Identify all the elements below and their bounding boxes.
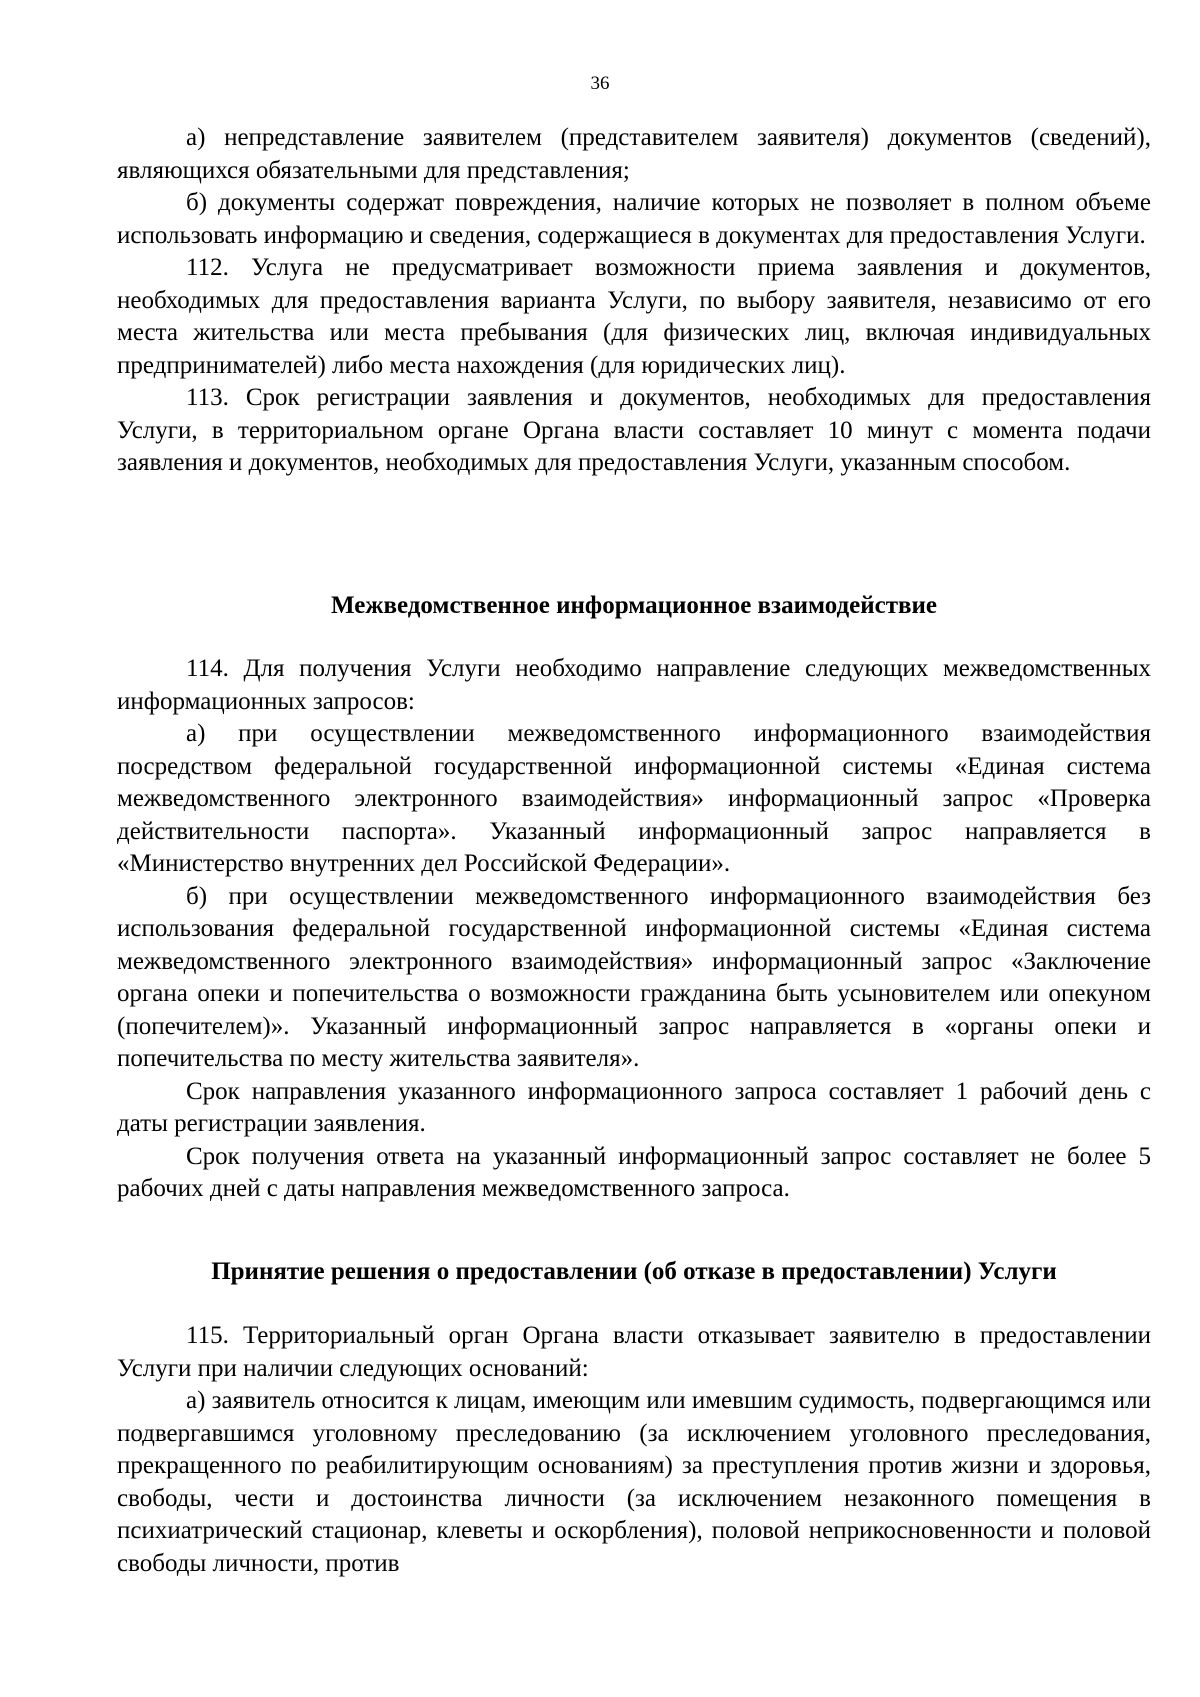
text-block-refusal-grounds: [117, 122, 1151, 480]
paragraph-item-a-criminal-record: а) заявитель относится к лицам, имеющим или имевшим судимость, подвергающимся или подвергавшимся уголовному преследованию (за исключением уголовного преследования, прекращенного по реабилитирующим основаниям) за преступления против жизни и здоровья, свободы, чести и достоинства личности (за исключением незаконного помещения в психиатрический стационар, клеветы и оскорбления), половой неприкосновенности и половой свободы личности, против: [117, 1387, 1151, 1577]
paragraph-response-deadline: Срок получения ответа на указанный информационный запрос составляет не более 5 рабочих дней с даты направления межведомственного запроса.: [117, 1142, 1151, 1202]
paragraph-item-b-damaged-documents: б) документы содержат повреждения, наличие которых не позволяет в полном объеме использовать информацию и сведения, содержащиеся в документах для предоставления Услуги.: [117, 189, 1151, 249]
text-block-decision: [117, 1320, 1151, 1580]
paragraph-114-requests: 114. Для получения Услуги необходимо направление следующих межведомственных информационных запросов:: [117, 655, 1151, 715]
text-block-interagency: [117, 653, 1151, 1206]
page-number: 36: [590, 73, 610, 94]
paragraph-112-extraterritorial: 112. Услуга не предусматривает возможности приема заявления и документов, необходимых для предоставления варианта Услуги, по выбору заявителя, независимо от его места жительства или места пребывания (для физических лиц, включая индивидуальных предпринимателей) либо места нахождения (для юридических лиц).: [117, 254, 1151, 379]
paragraph-item-a-missing-documents: а) непредставление заявителем (представителем заявителя) документов (сведений), являющихся обязательными для представления;: [117, 124, 1151, 184]
section-heading-decision: Принятие решения о предоставлении (об отказе в предоставлении) Услуги: [211, 1258, 1057, 1285]
paragraph-item-a-passport-check: а) при осуществлении межведомственного информационного взаимодействия посредством федеральной государственной информационной системы «Единая система межведомственного электронного взаимодействия» информационный запрос «Проверка действительности паспорта». Указанный информационный запрос направляется в «Министерство внутренних дел Российской Федерации».: [117, 720, 1151, 877]
paragraph-113-registration-time: 113. Срок регистрации заявления и документов, необходимых для предоставления Услуги, в территориальном органе Органа власти составляет 10 минут с момента подачи заявления и документов, необходимых для предоставления Услуги, указанным способом.: [117, 384, 1151, 476]
paragraph-item-b-guardianship-request: б) при осуществлении межведомственного информационного взаимодействия без использования федеральной государственной информационной системы «Единая система межведомственного электронного взаимодействия» информационный запрос «Заключение органа опеки и попечительства о возможности гражданина быть усыновителем или опекуном (попечителем)». Указанный информационный запрос направляется в «органы опеки и попечительства по месту жительства заявителя».: [117, 882, 1151, 1072]
paragraph-request-send-deadline: Срок направления указанного информационного запроса составляет 1 рабочий день с даты регистрации заявления.: [117, 1077, 1151, 1137]
paragraph-115-refusal: 115. Территориальный орган Органа власти отказывает заявителю в предоставлении Услуги при наличии следующих оснований:: [117, 1322, 1151, 1382]
section-heading-interagency: Межведомственное информационное взаимодействие: [331, 592, 937, 619]
